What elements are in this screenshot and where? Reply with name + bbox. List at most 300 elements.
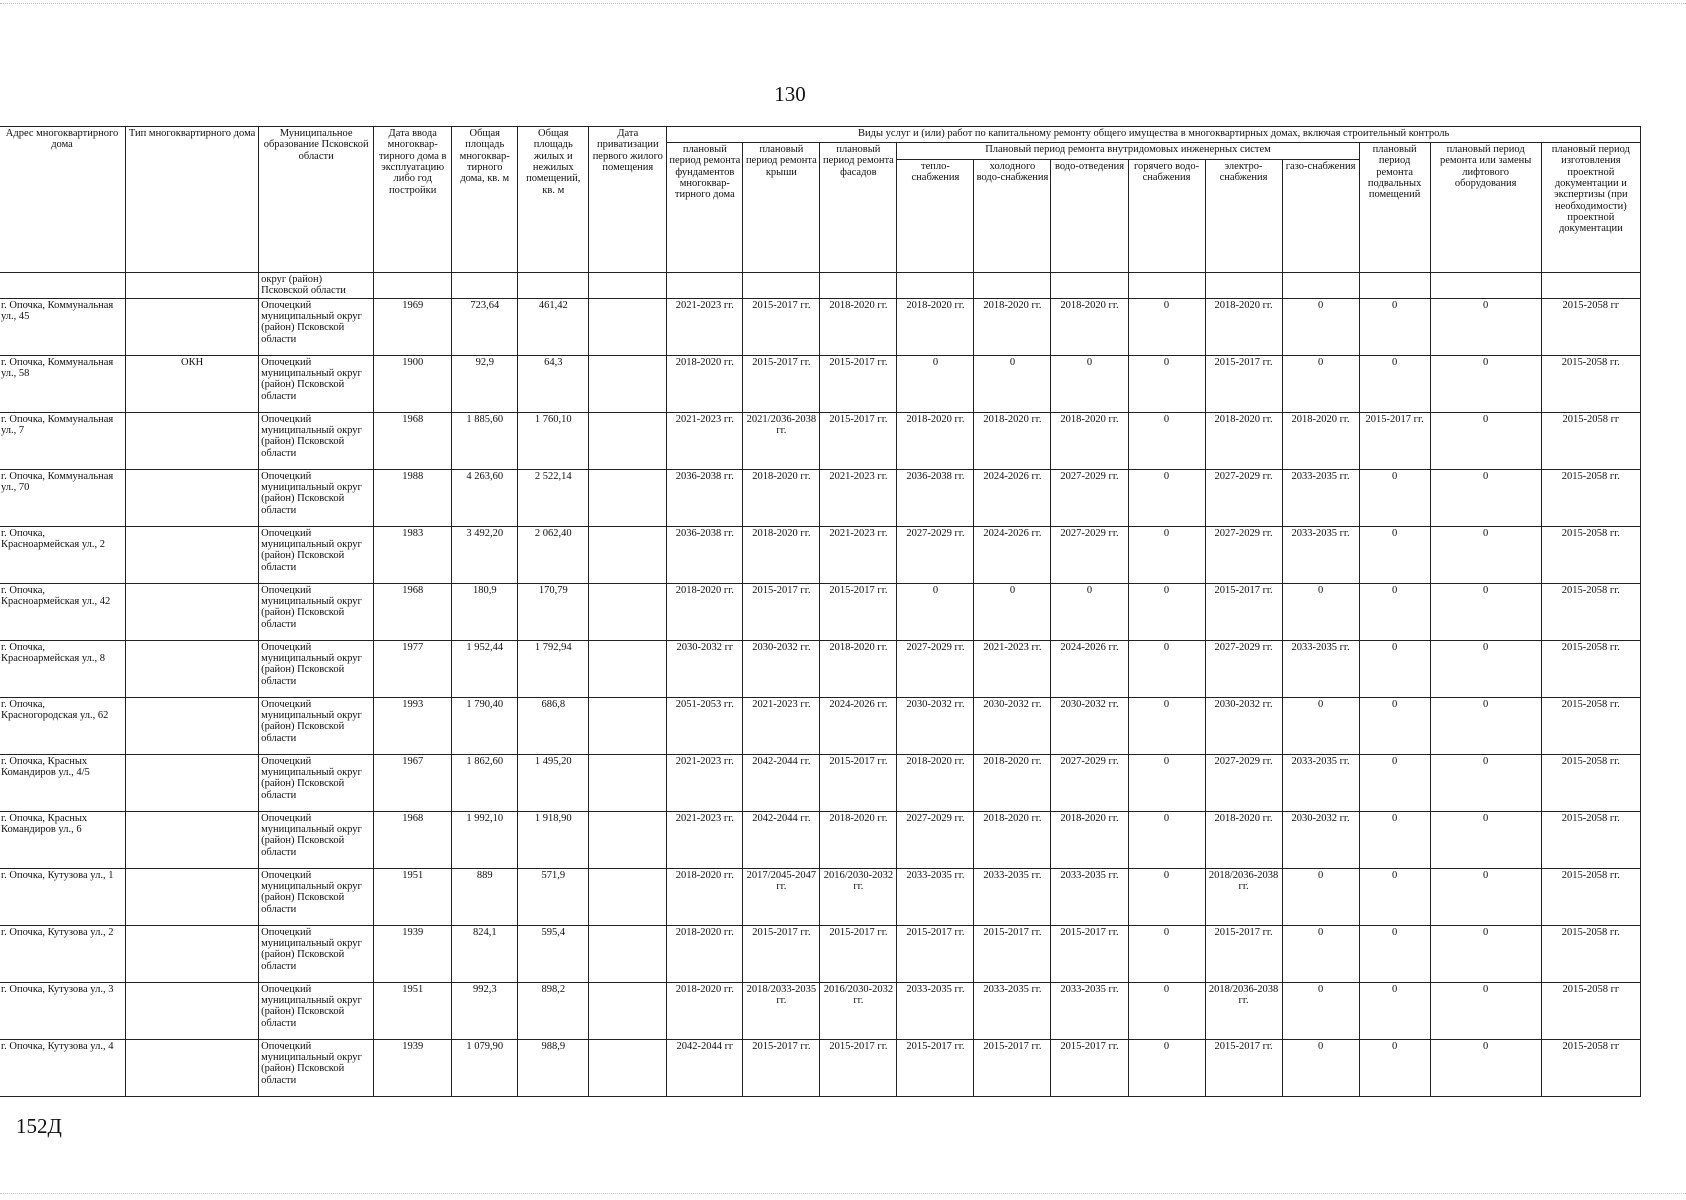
cell-electric: 2015-2017 гг. (1205, 355, 1282, 412)
cell-roof: 2030-2032 гг. (743, 640, 820, 697)
cell-electric: 2018-2020 гг. (1205, 811, 1282, 868)
cell-roof: 2015-2017 гг. (743, 583, 820, 640)
cell-sewer: 2018-2020 гг. (1051, 412, 1128, 469)
cell-foundation: 2030-2032 гг (667, 640, 743, 697)
table-row (0, 811, 1641, 868)
cell-living-area: 1 792,94 (518, 640, 589, 697)
cell-basement: 2015-2017 гг. (1359, 412, 1430, 469)
cell-electric: 2027-2029 гг. (1205, 640, 1282, 697)
cell-design-docs: 2015-2058 гг. (1541, 355, 1640, 412)
cell-electric: 2018-2020 гг. (1205, 298, 1282, 355)
cell-privatization-date (589, 868, 667, 925)
cell-basement: 0 (1359, 583, 1430, 640)
cell-total-area: 1 885,60 (452, 412, 518, 469)
table-row (0, 469, 1641, 526)
cell-heat: 2018-2020 гг. (897, 754, 974, 811)
cell-basement: 0 (1359, 925, 1430, 982)
cell-elevator: 0 (1430, 355, 1541, 412)
cell-municipality: Опочецкий муниципальный округ (район) Псковской области (259, 697, 374, 754)
cell-sewer: 2030-2032 гг. (1051, 697, 1128, 754)
header-privatization-date: Дата приватизации первого жилого помещения (589, 127, 667, 273)
header-basement: плановый период ремонта подвальных помещений (1359, 143, 1430, 273)
cell-heat: 2036-2038 гг. (897, 469, 974, 526)
cell-electric: 2018/2036-2038 гг. (1205, 982, 1282, 1039)
cell-type (126, 982, 259, 1039)
cell-commission-date: 1969 (374, 298, 452, 355)
page-number: 130 (774, 82, 806, 106)
cell-heat: 2033-2035 гг. (897, 982, 974, 1039)
cell-municipality: Опочецкий муниципальный округ (район) Псковской области (259, 355, 374, 412)
cell-design-docs: 2015-2058 гг. (1541, 697, 1640, 754)
header-works-group: Виды услуг и (или) работ по капитальному ремонту общего имущества в многоквартирных домах, включая строительный контроль (667, 127, 1641, 143)
cell-total-area: 1 862,60 (452, 754, 518, 811)
cell-privatization-date (589, 469, 667, 526)
cell-type (126, 697, 259, 754)
cell-basement: 0 (1359, 469, 1430, 526)
cell-commission-date: 1983 (374, 526, 452, 583)
table-row (0, 925, 1641, 982)
cell-heat: 2030-2032 гг. (897, 697, 974, 754)
cell-total-area: 1 952,44 (452, 640, 518, 697)
cell-facade: 2015-2017 гг. (820, 355, 897, 412)
cell-design-docs: 2015-2058 гг. (1541, 526, 1640, 583)
cell-address: г. Опочка, Коммунальная ул., 58 (0, 355, 126, 412)
cell-commission-date: 1951 (374, 982, 452, 1039)
cell-municipality: Опочецкий муниципальный округ (район) Псковской области (259, 868, 374, 925)
cell-sewer: 2018-2020 гг. (1051, 298, 1128, 355)
cell-gas: 2030-2032 гг. (1282, 811, 1359, 868)
header-roof: плановый период ремонта крыши (743, 143, 820, 273)
cell-living-area: 1 918,90 (518, 811, 589, 868)
header-hot-water: горячего водо-снабжения (1128, 160, 1205, 273)
header-systems-group: Плановый период ремонта внутридомовых инженерных систем (897, 143, 1359, 160)
cell-type (126, 583, 259, 640)
cell-total-area: 824,1 (452, 925, 518, 982)
cell-privatization-date (589, 811, 667, 868)
cell-heat: 2018-2020 гг. (897, 412, 974, 469)
cell-elevator: 0 (1430, 925, 1541, 982)
cell-roof: 2042-2044 гг. (743, 811, 820, 868)
footer-code: 152Д (16, 1114, 62, 1138)
cell-roof: 2015-2017 гг. (743, 925, 820, 982)
cell-sewer: 2033-2035 гг. (1051, 982, 1128, 1039)
cell-address: г. Опочка, Красных Командиров ул., 6 (0, 811, 126, 868)
cell-roof: 2042-2044 гг. (743, 754, 820, 811)
cell-commission-date: 1968 (374, 583, 452, 640)
cell-cold-water: 2018-2020 гг. (974, 811, 1051, 868)
cell-cold-water: 2033-2035 гг. (974, 868, 1051, 925)
cell-commission-date: 1993 (374, 697, 452, 754)
cell-facade: 2015-2017 гг. (820, 583, 897, 640)
header-facade: плановый период ремонта фасадов (820, 143, 897, 273)
capital-repair-table (0, 126, 1641, 1097)
cell-hot-water: 0 (1128, 982, 1205, 1039)
cell-hot-water: 0 (1128, 811, 1205, 868)
header-address: Адрес многоквартирного дома (0, 127, 126, 273)
cell-hot-water: 0 (1128, 469, 1205, 526)
cell-gas: 2033-2035 гг. (1282, 526, 1359, 583)
cell-facade: 2015-2017 гг. (820, 412, 897, 469)
cell-roof: 2018/2033-2035 гг. (743, 982, 820, 1039)
header-row-1 (0, 127, 1641, 143)
cell-municipality: Опочецкий муниципальный округ (район) Псковской области (259, 982, 374, 1039)
cell-living-area: 595,4 (518, 925, 589, 982)
cell-foundation: 2036-2038 гг. (667, 526, 743, 583)
cell-design-docs: 2015-2058 гг. (1541, 925, 1640, 982)
cell-address: г. Опочка, Красных Командиров ул., 4/5 (0, 754, 126, 811)
cell-basement: 0 (1359, 697, 1430, 754)
cell-design-docs: 2015-2058 гг. (1541, 754, 1640, 811)
cell-municipality: Опочецкий муниципальный округ (район) Псковской области (259, 298, 374, 355)
cell-elevator: 0 (1430, 697, 1541, 754)
cell-commission-date: 1951 (374, 868, 452, 925)
cell-commission-date: 1968 (374, 811, 452, 868)
cell-facade: 2018-2020 гг. (820, 298, 897, 355)
cell-gas: 2033-2035 гг. (1282, 754, 1359, 811)
cell-cold-water: 2015-2017 гг. (974, 925, 1051, 982)
cell-foundation: 2018-2020 гг. (667, 925, 743, 982)
cell-address: г. Опочка, Кутузова ул., 1 (0, 868, 126, 925)
cell-municipality: Опочецкий муниципальный округ (район) Псковской области (259, 526, 374, 583)
table-row (0, 754, 1641, 811)
cell-sewer: 2018-2020 гг. (1051, 811, 1128, 868)
cell-heat: 0 (897, 355, 974, 412)
cell-municipality: Опочецкий муниципальный округ (район) Псковской области (259, 754, 374, 811)
cell-type (126, 640, 259, 697)
cell-cold-water: 2024-2026 гг. (974, 469, 1051, 526)
cell-elevator: 0 (1430, 754, 1541, 811)
cell-foundation: 2036-2038 гг. (667, 469, 743, 526)
cell-design-docs: 2015-2058 гг. (1541, 469, 1640, 526)
cell-design-docs: 2015-2058 гг (1541, 982, 1640, 1039)
cell-gas: 0 (1282, 298, 1359, 355)
cell-commission-date: 1968 (374, 412, 452, 469)
cell-heat: 2018-2020 гг. (897, 298, 974, 355)
cell-hot-water: 0 (1128, 526, 1205, 583)
cell-basement: 0 (1359, 868, 1430, 925)
cell-living-area: 571,9 (518, 868, 589, 925)
header-design-docs: плановый период изготовления проектной документации и экспертизы (при необходимости) проектной документации (1541, 143, 1640, 273)
cell-heat: 2033-2035 гг. (897, 868, 974, 925)
cell-cold-water: 2030-2032 гг. (974, 697, 1051, 754)
cell-basement: 0 (1359, 526, 1430, 583)
cell-design-docs: 2015-2058 гг (1541, 1039, 1640, 1096)
cell-address: г. Опочка, Кутузова ул., 4 (0, 1039, 126, 1096)
cell-design-docs: 2015-2058 гг. (1541, 640, 1640, 697)
table-row (0, 982, 1641, 1039)
cell-basement: 0 (1359, 640, 1430, 697)
cell-privatization-date (589, 583, 667, 640)
cell-address: г. Опочка, Коммунальная ул., 45 (0, 298, 126, 355)
header-cold-water: холодного водо-снабжения (974, 160, 1051, 273)
cell-gas: 2033-2035 гг. (1282, 469, 1359, 526)
cell-cold-water: 2033-2035 гг. (974, 982, 1051, 1039)
cell-roof: 2018-2020 гг. (743, 469, 820, 526)
cell-elevator: 0 (1430, 1039, 1541, 1096)
header-total-area: Общая площадь многоквар-тирного дома, кв. м (452, 127, 518, 273)
cell-heat: 2027-2029 гг. (897, 526, 974, 583)
cell-gas: 0 (1282, 697, 1359, 754)
cell-heat: 2015-2017 гг. (897, 1039, 974, 1096)
cell-living-area: 1 760,10 (518, 412, 589, 469)
cell-total-area: 180,9 (452, 583, 518, 640)
cell-gas: 0 (1282, 982, 1359, 1039)
cell-privatization-date (589, 355, 667, 412)
cell-privatization-date (589, 697, 667, 754)
cell-total-area: 1 079,90 (452, 1039, 518, 1096)
cell-electric: 2030-2032 гг. (1205, 697, 1282, 754)
cell-hot-water: 0 (1128, 640, 1205, 697)
cell-elevator: 0 (1430, 469, 1541, 526)
cell-elevator: 0 (1430, 811, 1541, 868)
cell-living-area: 988,9 (518, 1039, 589, 1096)
cell-type (126, 298, 259, 355)
cell-cold-water: 0 (974, 355, 1051, 412)
cell-commission-date: 1977 (374, 640, 452, 697)
cell-foundation: 2051-2053 гг. (667, 697, 743, 754)
cell-heat: 0 (897, 583, 974, 640)
cell-basement: 0 (1359, 1039, 1430, 1096)
cell-foundation: 2021-2023 гг. (667, 754, 743, 811)
cell-foundation: 2021-2023 гг. (667, 811, 743, 868)
cell-total-area: 1 992,10 (452, 811, 518, 868)
table-row (0, 526, 1641, 583)
cell-type (126, 925, 259, 982)
cell-commission-date: 1939 (374, 1039, 452, 1096)
cell-electric: 2015-2017 гг. (1205, 925, 1282, 982)
cell-hot-water: 0 (1128, 697, 1205, 754)
cell-heat: 2027-2029 гг. (897, 640, 974, 697)
cell-design-docs: 2015-2058 гг. (1541, 868, 1640, 925)
cell-total-area: 92,9 (452, 355, 518, 412)
cell-basement: 0 (1359, 811, 1430, 868)
header-elevator: плановый период ремонта или замены лифтового оборудования (1430, 143, 1541, 273)
cell-foundation: 2042-2044 гг (667, 1039, 743, 1096)
cell-sewer: 2027-2029 гг. (1051, 526, 1128, 583)
cell-foundation: 2018-2020 гг. (667, 583, 743, 640)
cell-address: г. Опочка, Коммунальная ул., 70 (0, 469, 126, 526)
cell-roof: 2021/2036-2038 гг. (743, 412, 820, 469)
cell-design-docs: 2015-2058 гг. (1541, 583, 1640, 640)
cell-type: ОКН (126, 355, 259, 412)
cell-cold-water: 2018-2020 гг. (974, 298, 1051, 355)
cell-hot-water: 0 (1128, 355, 1205, 412)
cell-privatization-date (589, 925, 667, 982)
table-row (0, 355, 1641, 412)
cell-total-area: 992,3 (452, 982, 518, 1039)
cell-sewer: 2033-2035 гг. (1051, 868, 1128, 925)
cell-address: г. Опочка, Кутузова ул., 2 (0, 925, 126, 982)
cell-facade: 2015-2017 гг. (820, 754, 897, 811)
cell-facade: 2015-2017 гг. (820, 925, 897, 982)
cell-municipality: Опочецкий муниципальный округ (район) Псковской области (259, 469, 374, 526)
cell-roof: 2015-2017 гг. (743, 298, 820, 355)
cell-gas: 2033-2035 гг. (1282, 640, 1359, 697)
cell-elevator: 0 (1430, 412, 1541, 469)
header-municipality: Муниципальное образование Псковской области (259, 127, 374, 273)
header-gas: газо-снабжения (1282, 160, 1359, 273)
cell-foundation: 2021-2023 гг. (667, 298, 743, 355)
continuation-municipality: округ (район) Псковской области (259, 273, 374, 299)
cell-living-area: 1 495,20 (518, 754, 589, 811)
cell-total-area: 1 790,40 (452, 697, 518, 754)
cell-elevator: 0 (1430, 526, 1541, 583)
cell-facade: 2016/2030-2032 гг. (820, 868, 897, 925)
header-type: Тип многоквартирного дома (126, 127, 259, 273)
cell-facade: 2024-2026 гг. (820, 697, 897, 754)
cell-address: г. Опочка, Коммунальная ул., 7 (0, 412, 126, 469)
cell-address: г. Опочка, Красногородская ул., 62 (0, 697, 126, 754)
table-row (0, 583, 1641, 640)
cell-cold-water: 0 (974, 583, 1051, 640)
cell-sewer: 0 (1051, 583, 1128, 640)
table-row (0, 298, 1641, 355)
cell-total-area: 3 492,20 (452, 526, 518, 583)
table-row (0, 412, 1641, 469)
header-heat: тепло-снабжения (897, 160, 974, 273)
cell-municipality: Опочецкий муниципальный округ (район) Псковской области (259, 1039, 374, 1096)
cell-roof: 2021-2023 гг. (743, 697, 820, 754)
cell-living-area: 64,3 (518, 355, 589, 412)
cell-type (126, 469, 259, 526)
cell-hot-water: 0 (1128, 298, 1205, 355)
cell-foundation: 2018-2020 гг. (667, 982, 743, 1039)
cell-facade: 2018-2020 гг. (820, 640, 897, 697)
cell-privatization-date (589, 298, 667, 355)
cell-hot-water: 0 (1128, 1039, 1205, 1096)
cell-address: г. Опочка, Красноармейская ул., 42 (0, 583, 126, 640)
scan-edge-top (0, 3, 1686, 4)
cell-electric: 2027-2029 гг. (1205, 469, 1282, 526)
cell-privatization-date (589, 982, 667, 1039)
cell-living-area: 170,79 (518, 583, 589, 640)
header-electric: электро-снабжения (1205, 160, 1282, 273)
cell-type (126, 868, 259, 925)
cell-municipality: Опочецкий муниципальный округ (район) Псковской области (259, 583, 374, 640)
cell-gas: 0 (1282, 1039, 1359, 1096)
cell-basement: 0 (1359, 298, 1430, 355)
cell-gas: 2018-2020 гг. (1282, 412, 1359, 469)
header-sewer: водо-отведения (1051, 160, 1128, 273)
cell-total-area: 723,64 (452, 298, 518, 355)
cell-commission-date: 1967 (374, 754, 452, 811)
scan-edge-bottom (0, 1193, 1686, 1194)
cell-electric: 2015-2017 гг. (1205, 583, 1282, 640)
cell-roof: 2017/2045-2047 гг. (743, 868, 820, 925)
cell-hot-water: 0 (1128, 868, 1205, 925)
cell-elevator: 0 (1430, 583, 1541, 640)
cell-gas: 0 (1282, 868, 1359, 925)
cell-roof: 2015-2017 гг. (743, 1039, 820, 1096)
table-row (0, 697, 1641, 754)
cell-basement: 0 (1359, 355, 1430, 412)
cell-total-area: 4 263,60 (452, 469, 518, 526)
table-row (0, 1039, 1641, 1096)
table-row (0, 640, 1641, 697)
cell-sewer: 2027-2029 гг. (1051, 469, 1128, 526)
cell-gas: 0 (1282, 583, 1359, 640)
cell-commission-date: 1900 (374, 355, 452, 412)
cell-cold-water: 2024-2026 гг. (974, 526, 1051, 583)
cell-electric: 2018-2020 гг. (1205, 412, 1282, 469)
cell-municipality: Опочецкий муниципальный округ (район) Псковской области (259, 412, 374, 469)
cell-privatization-date (589, 754, 667, 811)
cell-municipality: Опочецкий муниципальный округ (район) Псковской области (259, 811, 374, 868)
cell-cold-water: 2015-2017 гг. (974, 1039, 1051, 1096)
cell-heat: 2015-2017 гг. (897, 925, 974, 982)
cell-electric: 2015-2017 гг. (1205, 1039, 1282, 1096)
cell-address: г. Опочка, Красноармейская ул., 8 (0, 640, 126, 697)
cell-facade: 2021-2023 гг. (820, 469, 897, 526)
cell-basement: 0 (1359, 754, 1430, 811)
cell-roof: 2015-2017 гг. (743, 355, 820, 412)
cell-living-area: 461,42 (518, 298, 589, 355)
cell-elevator: 0 (1430, 298, 1541, 355)
cell-total-area: 889 (452, 868, 518, 925)
cell-privatization-date (589, 640, 667, 697)
cell-facade: 2021-2023 гг. (820, 526, 897, 583)
cell-address: г. Опочка, Кутузова ул., 3 (0, 982, 126, 1039)
cell-elevator: 0 (1430, 640, 1541, 697)
cell-basement: 0 (1359, 982, 1430, 1039)
cell-facade: 2016/2030-2032 гг. (820, 982, 897, 1039)
cell-design-docs: 2015-2058 гг (1541, 298, 1640, 355)
cell-sewer: 2024-2026 гг. (1051, 640, 1128, 697)
cell-sewer: 2015-2017 гг. (1051, 925, 1128, 982)
cell-type (126, 811, 259, 868)
cell-sewer: 2015-2017 гг. (1051, 1039, 1128, 1096)
header-commission-date: Дата ввода многоквар-тирного дома в эксплуатацию либо год постройки (374, 127, 452, 273)
cell-hot-water: 0 (1128, 925, 1205, 982)
cell-municipality: Опочецкий муниципальный округ (район) Псковской области (259, 925, 374, 982)
table-body (0, 273, 1641, 1097)
cell-cold-water: 2018-2020 гг. (974, 412, 1051, 469)
cell-commission-date: 1939 (374, 925, 452, 982)
cell-hot-water: 0 (1128, 412, 1205, 469)
cell-facade: 2015-2017 гг. (820, 1039, 897, 1096)
cell-roof: 2018-2020 гг. (743, 526, 820, 583)
cell-living-area: 898,2 (518, 982, 589, 1039)
cell-sewer: 2027-2029 гг. (1051, 754, 1128, 811)
cell-foundation: 2021-2023 гг. (667, 412, 743, 469)
cell-privatization-date (589, 412, 667, 469)
cell-type (126, 1039, 259, 1096)
cell-design-docs: 2015-2058 гг. (1541, 811, 1640, 868)
cell-electric: 2027-2029 гг. (1205, 754, 1282, 811)
table-row (0, 868, 1641, 925)
cell-sewer: 0 (1051, 355, 1128, 412)
cell-type (126, 412, 259, 469)
cell-address: г. Опочка, Красноармейская ул., 2 (0, 526, 126, 583)
cell-hot-water: 0 (1128, 583, 1205, 640)
cell-living-area: 2 062,40 (518, 526, 589, 583)
cell-cold-water: 2018-2020 гг. (974, 754, 1051, 811)
cell-municipality: Опочецкий муниципальный округ (район) Псковской области (259, 640, 374, 697)
continuation-row (0, 273, 1641, 299)
cell-type (126, 754, 259, 811)
cell-living-area: 2 522,14 (518, 469, 589, 526)
cell-design-docs: 2015-2058 гг (1541, 412, 1640, 469)
cell-privatization-date (589, 1039, 667, 1096)
cell-commission-date: 1988 (374, 469, 452, 526)
cell-hot-water: 0 (1128, 754, 1205, 811)
cell-heat: 2027-2029 гг. (897, 811, 974, 868)
cell-elevator: 0 (1430, 868, 1541, 925)
cell-cold-water: 2021-2023 гг. (974, 640, 1051, 697)
cell-type (126, 526, 259, 583)
cell-foundation: 2018-2020 гг. (667, 868, 743, 925)
header-foundation: плановый период ремонта фундаментов многоквар-тирного дома (667, 143, 743, 273)
